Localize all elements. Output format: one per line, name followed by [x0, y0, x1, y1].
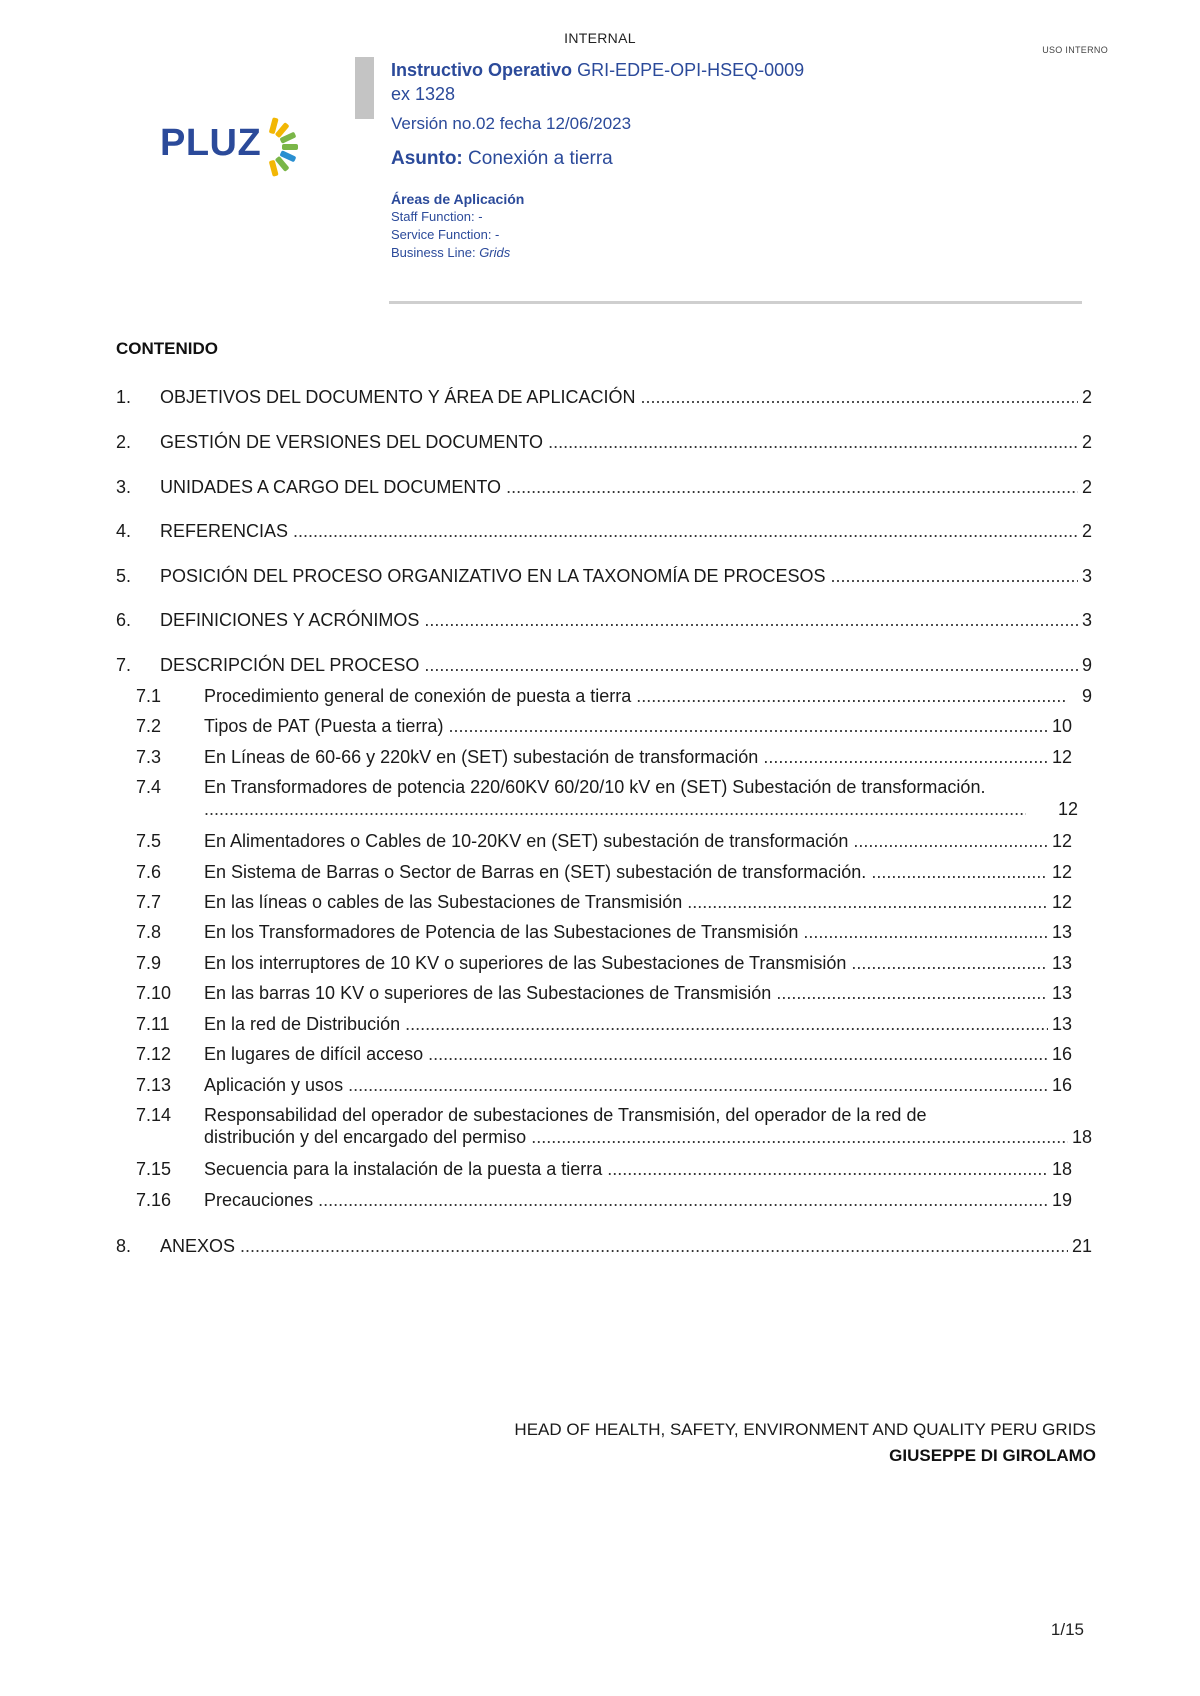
toc-subitem[interactable] [116, 952, 1072, 974]
toc-subitem[interactable] [116, 830, 1072, 852]
toc-subitem-title: Aplicación y usos ..... [204, 1074, 1048, 1096]
toc-subitem[interactable] [116, 1158, 1072, 1180]
areas-of-application [391, 190, 1091, 262]
toc-subitem-page: 12 [1048, 830, 1072, 852]
toc-subitem-title-cont-text: distribución y del encargado del permiso ..... [204, 1126, 1068, 1148]
toc-subitem[interactable] [116, 861, 1072, 883]
toc-subitem[interactable] [116, 1013, 1072, 1035]
toc-subitem-page: 12 [1048, 746, 1072, 768]
toc-subitem[interactable] [136, 776, 1092, 820]
toc-item-page: 2 [1078, 520, 1092, 542]
toc-subitem-number: 7.10 [136, 983, 172, 1003]
toc-subitem-page: 19 [1048, 1189, 1072, 1211]
uso-interno-label: USO INTERNO [1042, 45, 1108, 55]
doc-code-ex: ex 1328 [391, 84, 456, 104]
toc-subitem[interactable] [116, 746, 1072, 768]
toc-item[interactable] [116, 654, 1092, 676]
toc-item-number: 2. [116, 432, 132, 452]
toc-subitem[interactable] [116, 982, 1072, 1004]
toc-subitem-title: Responsabilidad del operador de subestaciones de Transmisión, del operador de la red de [204, 1105, 927, 1125]
toc-item-title: DESCRIPCIÓN DEL PROCESO ..... [160, 654, 1078, 676]
toc-subitem-page: 13 [1048, 1013, 1072, 1035]
toc-subitem-number: 7.2 [136, 716, 162, 736]
signatory-role: HEAD OF HEALTH, SAFETY, ENVIRONMENT AND QUALITY PERU GRIDS [514, 1420, 1096, 1439]
toc-subitem-number: 7.4 [136, 777, 162, 797]
toc-subitem-title-cont [204, 1126, 1092, 1148]
toc-item-title: ANEXOS ..... [160, 1235, 1068, 1257]
doc-version: Versión no.02 fecha 12/06/2023 [391, 114, 632, 133]
toc-subitem-title: Tipos de PAT (Puesta a tierra) ..... [204, 715, 1048, 737]
toc-item-number: 4. [116, 521, 132, 541]
toc-subitem-number: 7.14 [136, 1105, 172, 1125]
toc-subitem-number: 7.7 [136, 892, 162, 912]
doc-code: GRI-EDPE-OPI-HSEQ-0009 [577, 60, 805, 80]
toc-item-title: DEFINICIONES Y ACRÓNIMOS ..... [160, 609, 1078, 631]
toc-subitem[interactable] [116, 715, 1072, 737]
toc-heading: CONTENIDO [116, 339, 218, 358]
toc-subitem[interactable] [116, 685, 1092, 707]
toc-item[interactable] [116, 431, 1092, 453]
subject-value: Conexión a tierra [468, 148, 613, 169]
toc-item-number: 8. [116, 1236, 132, 1256]
toc-subitem-gap [1078, 798, 1092, 820]
toc-item[interactable] [116, 609, 1092, 631]
toc-subitem-title: En Sistema de Barras o Sector de Barras en (SET) subestación de transformación. ..... [204, 861, 1048, 883]
toc-item-page: 2 [1078, 476, 1092, 498]
toc-subitem-page: 16 [1048, 1074, 1072, 1096]
business-line-value: Grids [479, 245, 511, 260]
toc-subitem[interactable] [116, 1189, 1072, 1211]
toc-item-number: 5. [116, 566, 132, 586]
toc-item-number: 7. [116, 655, 132, 675]
toc-subitem-page: 12 [1057, 799, 1078, 819]
toc-subitem-page: 12 [1048, 861, 1072, 883]
toc-subitem[interactable] [136, 1104, 1092, 1148]
toc-subitem[interactable] [116, 921, 1072, 943]
toc-subitem-page: 13 [1048, 982, 1072, 1004]
toc-subitem-number: 7.8 [136, 922, 162, 942]
staff-function: Staff Function: - [391, 209, 483, 224]
toc-subitem-page: 18 [1048, 1158, 1072, 1180]
business-line [391, 244, 1091, 262]
toc-subitem-number: 7.13 [136, 1075, 172, 1095]
toc-item-page: 21 [1068, 1235, 1092, 1257]
toc-item-title: OBJETIVOS DEL DOCUMENTO Y ÁREA DE APLICACIÓN ..... [160, 386, 1078, 408]
areas-title: Áreas de Aplicación [391, 191, 525, 207]
toc-subitem-title: Procedimiento general de conexión de puesta a tierra ..... [204, 685, 1068, 707]
toc-item-title: POSICIÓN DEL PROCESO ORGANIZATIVO EN LA TAXONOMÍA DE PROCESOS ..... [160, 565, 1078, 587]
toc-item-page: 2 [1078, 431, 1092, 453]
logo-sunburst-icon [260, 110, 316, 185]
document-header [391, 58, 1091, 262]
internal-label: INTERNAL [564, 30, 636, 46]
toc-item[interactable] [116, 1235, 1092, 1257]
business-line-label: Business Line: [391, 245, 476, 260]
toc-subitem-number: 7.3 [136, 747, 162, 767]
toc-subitem-number: 7.9 [136, 953, 162, 973]
toc-item-title: REFERENCIAS ..... [160, 520, 1078, 542]
toc-item[interactable] [116, 565, 1092, 587]
doc-type: Instructivo Operativo [391, 60, 573, 80]
toc-item-page: 2 [1078, 386, 1092, 408]
toc-item-page: 9 [1078, 654, 1092, 676]
toc-item[interactable] [116, 386, 1092, 408]
toc-subitem-number: 7.1 [136, 686, 162, 706]
toc-item[interactable] [116, 476, 1092, 498]
doc-title [391, 58, 1091, 106]
toc-subitem-number: 7.15 [136, 1159, 172, 1179]
toc-subitem-title: En Líneas de 60-66 y 220kV en (SET) subestación de transformación ..... [204, 746, 1048, 768]
service-function: Service Function: - [391, 227, 500, 242]
toc-subitem-page: 13 [1048, 952, 1072, 974]
toc-item-page: 3 [1078, 565, 1092, 587]
toc-item-title: UNIDADES A CARGO DEL DOCUMENTO ..... [160, 476, 1078, 498]
toc-subitem-title: En los interruptores de 10 KV o superiores de las Subestaciones de Transmisión ..... [204, 952, 1048, 974]
toc-subitem[interactable] [116, 1043, 1072, 1065]
toc-subitem-leader [204, 798, 1092, 820]
toc-item-number: 3. [116, 477, 132, 497]
toc-subitem-dots [204, 798, 1026, 820]
company-logo [160, 110, 310, 185]
toc-subitem-page: 12 [1048, 891, 1072, 913]
toc-item-page: 3 [1078, 609, 1092, 631]
toc-item-title: GESTIÓN DE VERSIONES DEL DOCUMENTO ..... [160, 431, 1078, 453]
doc-subject [391, 148, 1091, 170]
toc-subitem[interactable] [116, 1074, 1072, 1096]
toc-subitem-title: En la red de Distribución ..... [204, 1013, 1048, 1035]
header-accent-bar [355, 57, 374, 119]
logo-text: PLUZ [160, 122, 262, 164]
toc-item-number: 1. [116, 387, 132, 407]
toc-subitem-page: 9 [1068, 685, 1092, 707]
toc-subitem-page: 16 [1048, 1043, 1072, 1065]
toc-item[interactable] [116, 520, 1092, 542]
toc-item-number: 6. [116, 610, 132, 630]
toc-subitem-title: Secuencia para la instalación de la puesta a tierra ..... [204, 1158, 1048, 1180]
toc-subitem-number: 7.12 [136, 1044, 172, 1064]
subject-label: Asunto: [391, 148, 463, 169]
toc-subitem-title: En los Transformadores de Potencia de las Subestaciones de Transmisión ..... [204, 921, 1048, 943]
toc-subitem[interactable] [116, 891, 1072, 913]
toc-subitem-title: En Alimentadores o Cables de 10-20KV en (SET) subestación de transformación ..... [204, 830, 1048, 852]
toc-subitem-title: En lugares de difícil acceso ..... [204, 1043, 1048, 1065]
toc-subitem-title: En las líneas o cables de las Subestaciones de Transmisión ..... [204, 891, 1048, 913]
toc-subitem-title: En las barras 10 KV o superiores de las Subestaciones de Transmisión ..... [204, 982, 1048, 1004]
signature-block [514, 1417, 1096, 1469]
toc-subitem-number: 7.5 [136, 831, 162, 851]
toc-subitem-number: 7.16 [136, 1190, 172, 1210]
page-number: 1/15 [1050, 1620, 1084, 1639]
signatory-name: GIUSEPPE DI GIROLAMO [889, 1446, 1096, 1465]
toc-subitem-page: 13 [1048, 921, 1072, 943]
toc-subitem-page: 10 [1048, 715, 1072, 737]
toc-subitem-title: En Transformadores de potencia 220/60KV 60/20/10 kV en (SET) Subestación de transformación. [204, 777, 986, 797]
toc-subitem-number: 7.6 [136, 862, 162, 882]
toc-subitem-title: Precauciones ..... [204, 1189, 1048, 1211]
toc-subitem-number: 7.11 [136, 1014, 170, 1034]
header-divider [389, 301, 1082, 304]
toc-subitem-page: 18 [1068, 1126, 1092, 1148]
